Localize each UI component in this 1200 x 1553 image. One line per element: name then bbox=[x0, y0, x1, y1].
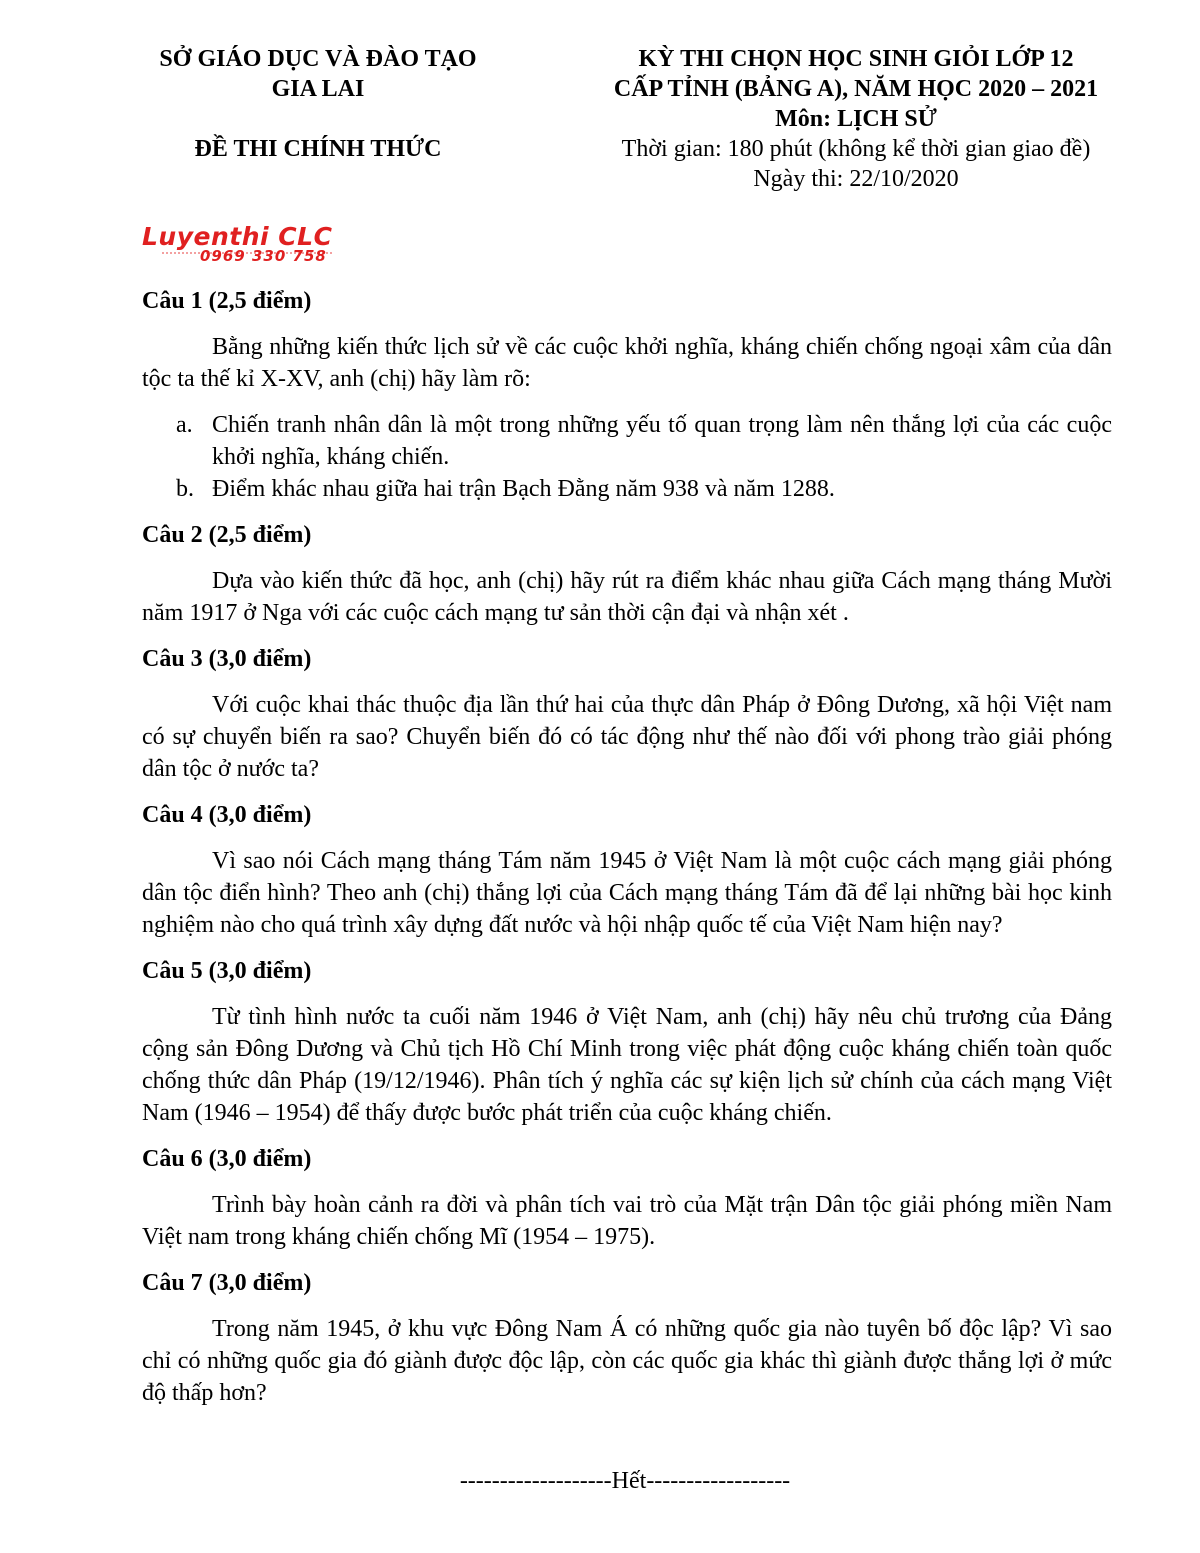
end-text: -------------------Hết------------------ bbox=[459, 1468, 791, 1494]
question-title: Câu 1 (2,5 điểm) bbox=[142, 288, 312, 314]
exam-date: Ngày thi: 22/10/2020 bbox=[753, 166, 959, 192]
exam-subtitle: CẤP TỈNH (BẢNG A), NĂM HỌC 2020 – 2021 bbox=[613, 76, 1099, 102]
question-body: Trong năm 1945, ở khu vực Đông Nam Á có những quốc gia nào tuyên bố độc lập? Vì sao chỉ có những quốc gia đó giành được độc lập, còn các quốc gia khác thì giành được thắng lợi ở mức độ thấp hơn? bbox=[142, 1316, 1112, 1406]
sub-item-marker: a. bbox=[176, 412, 193, 438]
sub-item-text: Điểm khác nhau giữa hai trận Bạch Đằng năm 938 và năm 1288. bbox=[212, 476, 835, 502]
header-right bbox=[600, 44, 1112, 194]
question-body: Trình bày hoàn cảnh ra đời và phân tích vai trò của Mặt trận Dân tộc giải phóng miền Nam Việt nam trong kháng chiến chống Mĩ (1954 – 1975). bbox=[142, 1192, 1112, 1250]
sub-item-text: Chiến tranh nhân dân là một trong những yếu tố quan trọng làm nên thắng lợi của các cuộc khởi nghĩa, kháng chiến. bbox=[212, 412, 1112, 470]
question-6 bbox=[142, 1143, 1112, 1253]
question-7 bbox=[142, 1267, 1112, 1409]
question-title: Câu 2 (2,5 điểm) bbox=[142, 522, 312, 548]
exam-subject: Môn: LỊCH SỬ bbox=[775, 106, 937, 132]
question-5 bbox=[142, 955, 1112, 1129]
question-4 bbox=[142, 799, 1112, 941]
question-sub-item-b bbox=[142, 473, 1112, 505]
sub-item-marker: b. bbox=[176, 476, 194, 502]
exam-title: KỲ THI CHỌN HỌC SINH GIỎI LỚP 12 bbox=[638, 46, 1074, 72]
questions-section bbox=[142, 285, 1112, 1423]
question-body: Dựa vào kiến thức đã học, anh (chị) hãy rút ra điểm khác nhau giữa Cách mạng tháng Mười năm 1917 ở Nga với các cuộc cách mạng tư sản thời cận đại và nhận xét . bbox=[142, 568, 1112, 626]
question-2 bbox=[142, 519, 1112, 629]
question-body: Vì sao nói Cách mạng tháng Tám năm 1945 ở Việt Nam là một cuộc cách mạng giải phóng dân tộc điển hình? Theo anh (chị) thắng lợi của Cách mạng tháng Tám đã để lại những bài học kinh nghiệm nào cho quá trình xây dựng đất nước và hội nhập quốc tế của Việt Nam hiện nay? bbox=[142, 848, 1112, 938]
question-body: Bằng những kiến thức lịch sử về các cuộc khởi nghĩa, kháng chiến chống ngoại xâm của dân tộc ta thế kỉ X-XV, anh (chị) hãy làm rõ: bbox=[142, 334, 1112, 392]
question-body: Với cuộc khai thác thuộc địa lần thứ hai của thực dân Pháp ở Đông Dương, xã hội Việt nam có sự chuyển biến ra sao? Chuyển biến đó có tác động như thế nào đối với phong trào giải phóng dân tộc ở nước ta? bbox=[142, 692, 1112, 782]
logo-phone-text: 0969 330 758 bbox=[200, 247, 327, 265]
question-sub-item-a bbox=[142, 409, 1112, 473]
end-marker bbox=[0, 1468, 1200, 1495]
question-title: Câu 4 (3,0 điểm) bbox=[142, 802, 312, 828]
department-name: SỞ GIÁO DỤC VÀ ĐÀO TẠO bbox=[159, 46, 477, 72]
logo-brand-text: Luyenthi CLC bbox=[142, 222, 333, 251]
exam-duration: Thời gian: 180 phút (không kể thời gian giao đề) bbox=[621, 136, 1091, 162]
question-title: Câu 5 (3,0 điểm) bbox=[142, 958, 312, 984]
question-title: Câu 6 (3,0 điểm) bbox=[142, 1146, 312, 1172]
question-title: Câu 7 (3,0 điểm) bbox=[142, 1270, 312, 1296]
question-1 bbox=[142, 285, 1112, 505]
header-left bbox=[140, 44, 496, 164]
official-exam-label: ĐỀ THI CHÍNH THỨC bbox=[194, 136, 442, 162]
question-body: Từ tình hình nước ta cuối năm 1946 ở Việt Nam, anh (chị) hãy nêu chủ trương của Đảng cộng sản Đông Dương và Chủ tịch Hồ Chí Minh trong việc phát động cuộc kháng chiến toàn quốc chống thức dân Pháp (19/12/1946). Phân tích ý nghĩa các sự kiện lịch sử chính của cách mạng Việt Nam (1946 – 1954) để thấy được bước phát triển của cuộc kháng chiến. bbox=[142, 1004, 1112, 1126]
province-name: GIA LAI bbox=[271, 76, 365, 102]
watermark-logo bbox=[142, 222, 362, 268]
question-title: Câu 3 (3,0 điểm) bbox=[142, 646, 312, 672]
question-3 bbox=[142, 643, 1112, 785]
